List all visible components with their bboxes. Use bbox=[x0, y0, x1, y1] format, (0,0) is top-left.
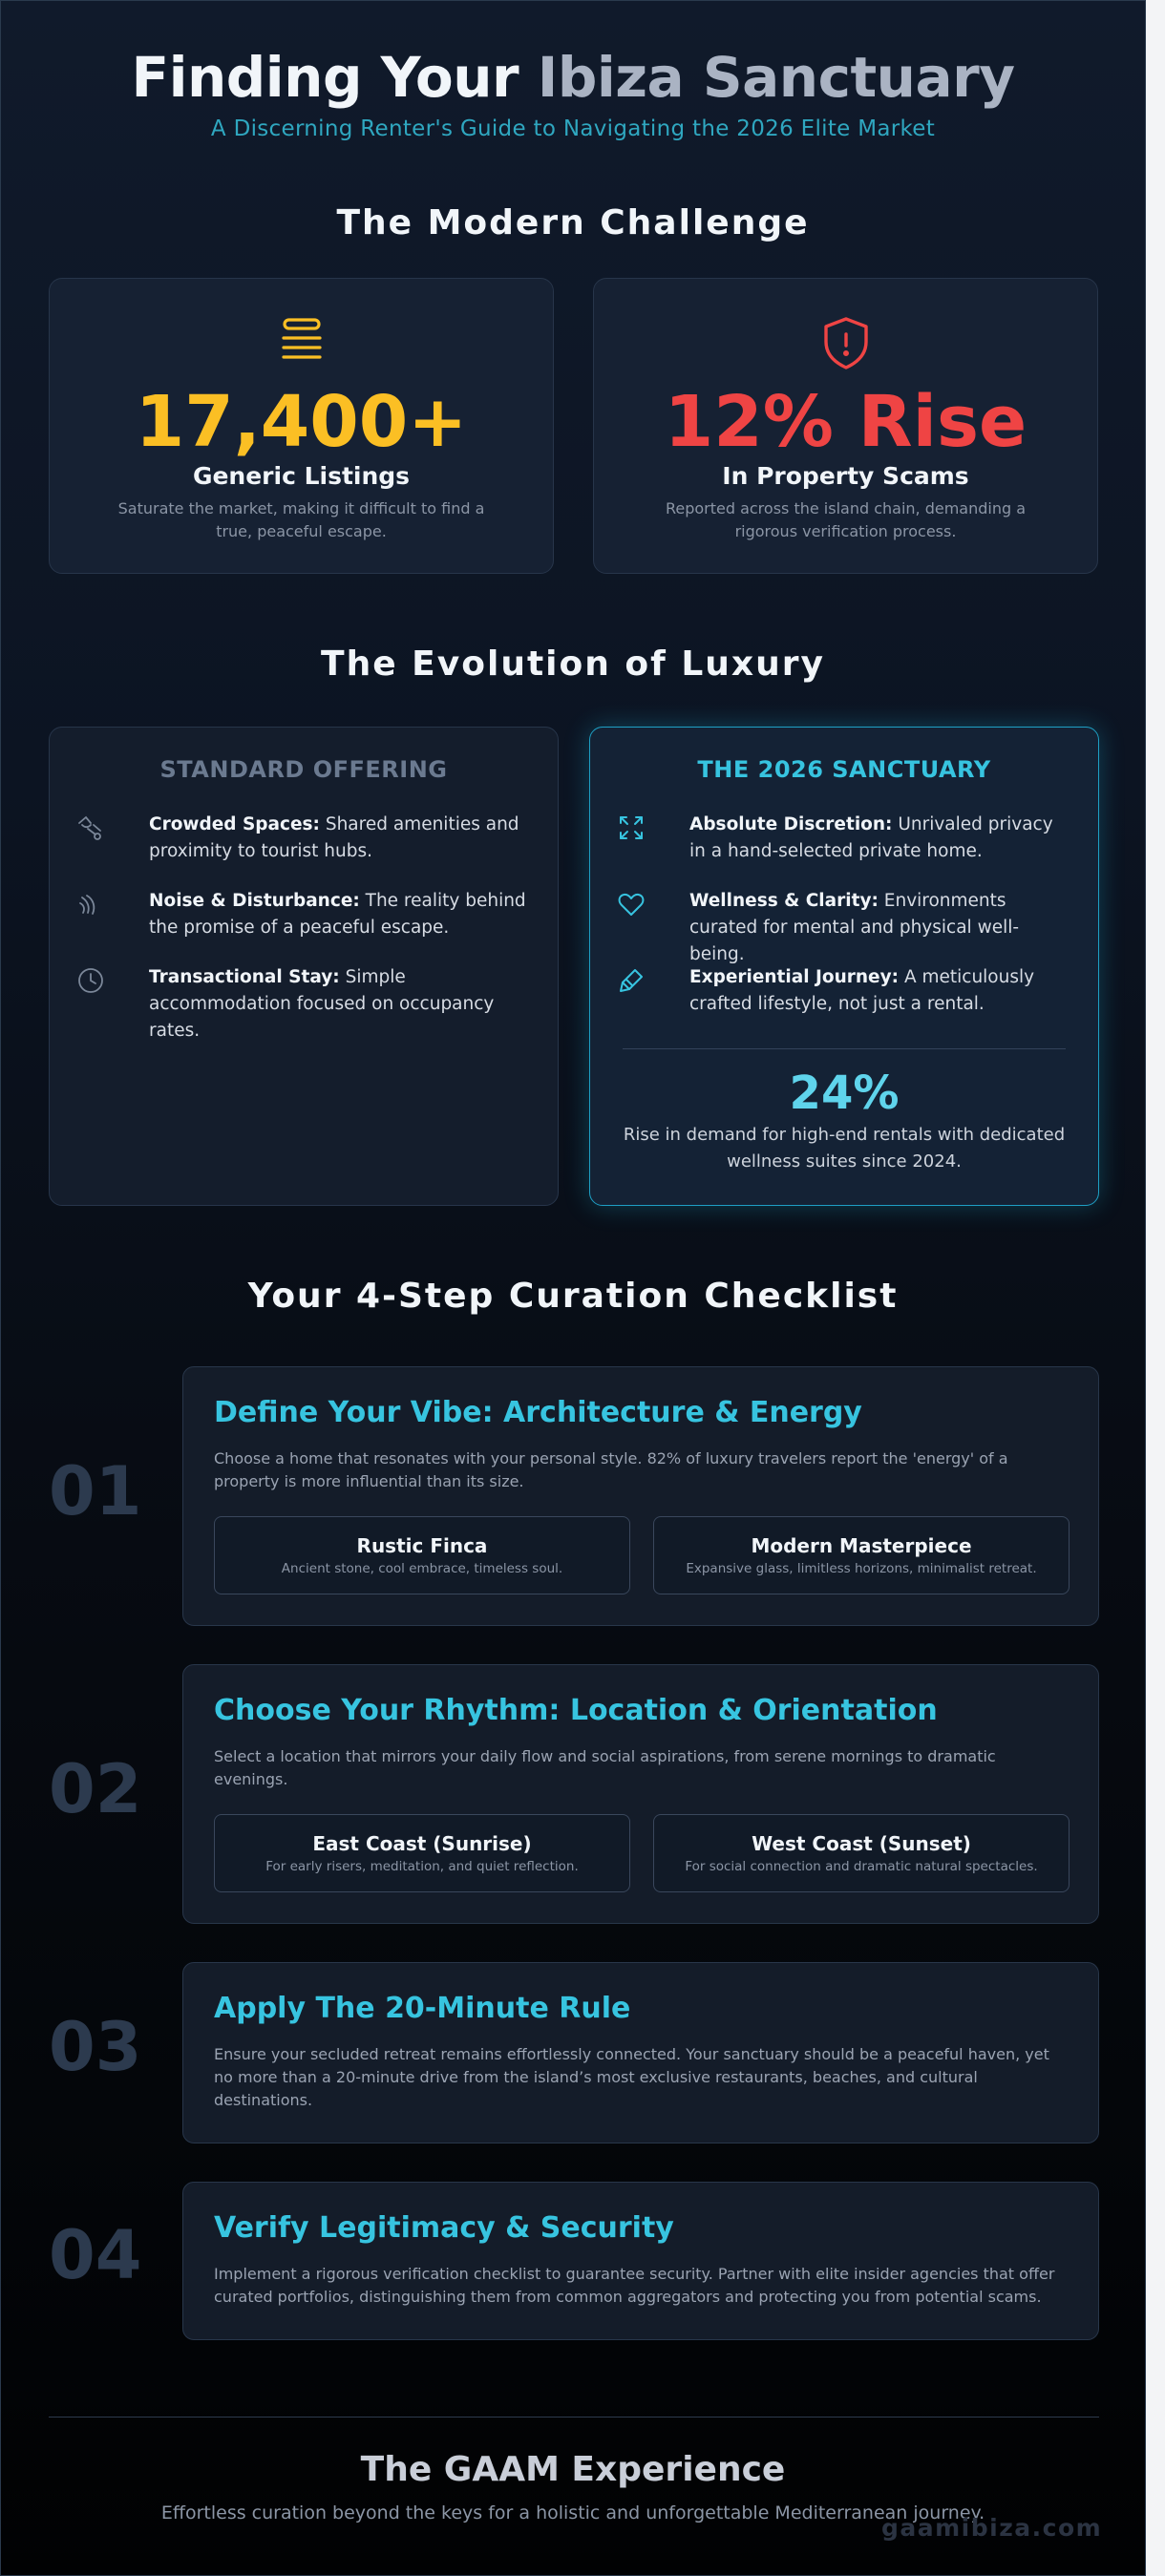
item-text: A meticulously crafted lifestyle, not just a rental. bbox=[689, 967, 1035, 1014]
item-text: Environments curated for mental and physical well-being. bbox=[689, 891, 1020, 964]
option-name: West Coast (Sunset) bbox=[752, 1832, 971, 1855]
standard-item bbox=[76, 888, 531, 945]
stat-card-scams bbox=[593, 278, 1098, 574]
item-text: The reality behind the promise of a peaceful escape. bbox=[149, 891, 526, 938]
option-desc: Expansive glass, limitless horizons, minimalist retreat. bbox=[686, 1561, 1037, 1576]
option-desc: Ancient stone, cool embrace, timeless soul. bbox=[281, 1561, 563, 1576]
item-heading: Wellness & Clarity: bbox=[689, 891, 879, 911]
sanctuary-stat-desc: Rise in demand for high-end rentals with dedicated wellness suites since 2024. bbox=[623, 1125, 1066, 1172]
step-number: 02 bbox=[49, 1750, 142, 1828]
option-desc: For early risers, meditation, and quiet reflection. bbox=[265, 1859, 579, 1874]
standard-offering-card bbox=[49, 727, 559, 1206]
option-name: Modern Masterpiece bbox=[751, 1534, 972, 1557]
checklist-heading: Your 4-Step Curation Checklist bbox=[247, 1277, 899, 1316]
step-title: Apply The 20-Minute Rule bbox=[214, 1992, 631, 2025]
sanctuary-stat-value: 24% bbox=[789, 1066, 900, 1120]
option-east-coast bbox=[214, 1814, 630, 1892]
clock-icon bbox=[76, 966, 105, 995]
footer-subtitle: Effortless curation beyond the keys for a holistic and unforgettable Mediterranean journey. bbox=[160, 2502, 985, 2523]
step-description: Implement a rigorous verification checklist to guarantee security. Partner with elite insider agencies that offer curated portfolios, distinguishing them from common aggregators and protecting you from potential scams. bbox=[214, 2265, 1055, 2306]
evolution-heading: The Evolution of Luxury bbox=[321, 644, 825, 684]
standard-title: STANDARD OFFERING bbox=[159, 756, 448, 783]
stacked-lines-icon bbox=[50, 315, 553, 372]
challenge-heading: The Modern Challenge bbox=[336, 203, 810, 243]
footer-title: The GAAM Experience bbox=[360, 2450, 786, 2489]
footer-divider bbox=[49, 2417, 1099, 2418]
page-subtitle: A Discerning Renter's Guide to Navigating the 2026 Elite Market bbox=[210, 116, 936, 141]
step-card-3 bbox=[182, 1962, 1099, 2143]
item-heading: Noise & Disturbance: bbox=[149, 891, 360, 911]
sanctuary-card bbox=[589, 727, 1099, 1206]
expand-icon bbox=[617, 813, 646, 842]
standard-item bbox=[76, 812, 531, 869]
step-number: 03 bbox=[49, 2008, 142, 2086]
step-card-1 bbox=[182, 1366, 1099, 1626]
item-heading: Absolute Discretion: bbox=[689, 814, 893, 834]
item-heading: Experiential Journey: bbox=[689, 967, 900, 987]
stat-value: 17,400+ bbox=[135, 381, 468, 463]
stat-description: Reported across the island chain, demanding a rigorous verification process. bbox=[665, 499, 1027, 540]
step-description: Choose a home that resonates with your personal style. 82% of luxury travelers report the 'energy' of a property is more influential than its size. bbox=[214, 1449, 1008, 1490]
sanctuary-title: THE 2026 SANCTUARY bbox=[697, 756, 991, 783]
step-description: Select a location that mirrors your daily flow and social aspirations, from serene mornings to dramatic evenings. bbox=[214, 1747, 996, 1788]
title-part-2: Ibiza Sanctuary bbox=[537, 45, 1015, 110]
sanctuary-item bbox=[617, 812, 1071, 869]
noise-icon bbox=[76, 890, 105, 918]
shield-alert-icon bbox=[594, 315, 1097, 372]
step-description: Ensure your secluded retreat remains effortlessly connected. Your sanctuary should be a peaceful haven, yet no more than a 20-minute drive from the island’s most exclusive restaurants, beaches, and cultural destinations. bbox=[214, 2045, 1049, 2109]
step-number: 04 bbox=[49, 2216, 142, 2294]
item-text: Shared amenities and proximity to tourist hubs. bbox=[149, 814, 519, 861]
step-title: Verify Legitimacy & Security bbox=[214, 2211, 674, 2245]
step-title: Choose Your Rhythm: Location & Orientation bbox=[214, 1694, 938, 1727]
item-text: Simple accommodation focused on occupancy rates. bbox=[149, 967, 495, 1041]
divider bbox=[623, 1048, 1066, 1049]
option-name: Rustic Finca bbox=[356, 1534, 488, 1557]
item-heading: Transactional Stay: bbox=[149, 967, 340, 987]
pen-icon bbox=[617, 966, 646, 995]
stat-value: 12% Rise bbox=[664, 381, 1027, 463]
watermark: gaamibiza.com bbox=[881, 2514, 1103, 2542]
stat-label: Generic Listings bbox=[192, 462, 411, 490]
step-title: Define Your Vibe: Architecture & Energy bbox=[214, 1396, 862, 1429]
item-text: Unrivaled privacy in a hand-selected private home. bbox=[689, 814, 1053, 861]
item-heading: Crowded Spaces: bbox=[149, 814, 320, 834]
stat-label: In Property Scams bbox=[722, 462, 969, 490]
step-number: 01 bbox=[49, 1452, 142, 1531]
page-title bbox=[1, 39, 1145, 116]
stat-card-listings bbox=[49, 278, 554, 574]
step-card-2 bbox=[182, 1664, 1099, 1924]
standard-item bbox=[76, 964, 531, 1041]
option-modern-masterpiece bbox=[653, 1516, 1070, 1594]
crowd-icon bbox=[76, 813, 105, 842]
option-name: East Coast (Sunrise) bbox=[312, 1832, 532, 1855]
option-desc: For social connection and dramatic natural spectacles. bbox=[685, 1859, 1038, 1874]
sanctuary-item bbox=[617, 888, 1071, 964]
step-card-4 bbox=[182, 2182, 1099, 2340]
option-rustic-finca bbox=[214, 1516, 630, 1594]
stat-description: Saturate the market, making it difficult to find a true, peaceful escape. bbox=[117, 499, 485, 540]
option-west-coast bbox=[653, 1814, 1070, 1892]
sanctuary-item bbox=[617, 964, 1071, 1022]
title-part-1: Finding Your bbox=[131, 45, 538, 110]
heart-icon bbox=[617, 890, 646, 918]
